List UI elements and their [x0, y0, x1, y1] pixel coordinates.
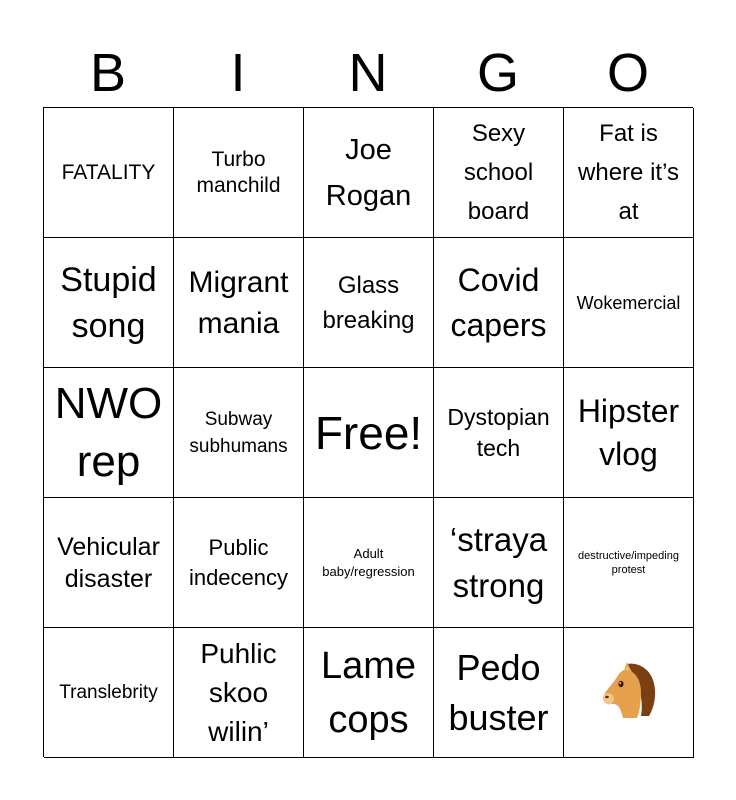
bingo-cell[interactable] — [44, 498, 174, 628]
cell-text: Fat is where it’s at — [578, 120, 679, 225]
bingo-header — [43, 40, 693, 106]
cell-text: Sexy school board — [463, 120, 534, 225]
cell-text: Hipster vlog — [577, 392, 680, 472]
cell-text: Puhlic skoo wilin’ — [200, 638, 277, 747]
cell-text: Stupid song — [60, 260, 157, 345]
bingo-cell[interactable] — [44, 108, 174, 238]
bingo-cell[interactable] — [174, 368, 304, 498]
cell-text: Pedo buster — [448, 646, 549, 738]
bingo-cell[interactable] — [304, 108, 434, 238]
bingo-cell[interactable] — [174, 628, 304, 758]
bingo-cell[interactable] — [44, 238, 174, 368]
cell-text: Turbo manchild — [196, 147, 281, 197]
bingo-cell[interactable] — [174, 498, 304, 628]
cell-text: Migrant mania — [188, 265, 289, 340]
header-letter-o: O — [606, 43, 649, 103]
cell-text: ‘straya strong — [449, 520, 548, 604]
bingo-cell[interactable] — [174, 108, 304, 238]
cell-text: Subway subhumans — [189, 408, 288, 457]
cell-text: Joe Rogan — [325, 133, 412, 212]
cell-text: FATALITY — [61, 160, 156, 184]
bingo-cell[interactable] — [434, 628, 564, 758]
header-letter-i: I — [230, 43, 246, 103]
cell-text: Adult baby/regression — [322, 545, 415, 579]
cell-text: Public indecency — [188, 534, 289, 590]
cell-text: Wokemercial — [576, 292, 681, 313]
bingo-cell[interactable] — [304, 628, 434, 758]
cell-text: Vehicular disaster — [57, 532, 160, 593]
bingo-cell-free[interactable] — [304, 368, 434, 498]
bingo-cell[interactable] — [564, 238, 694, 368]
bingo-cell[interactable] — [564, 368, 694, 498]
bingo-cell[interactable] — [434, 368, 564, 498]
cell-text: Dystopian tech — [447, 403, 550, 461]
bingo-cell[interactable] — [304, 238, 434, 368]
bingo-cell[interactable] — [434, 498, 564, 628]
cell-text: Lame cops — [320, 644, 417, 741]
bingo-cell[interactable] — [174, 238, 304, 368]
bingo-board — [43, 107, 693, 757]
bingo-cell[interactable] — [564, 108, 694, 238]
free-space-text: Free! — [314, 406, 423, 459]
bingo-cell-icon[interactable] — [564, 628, 694, 758]
horse-face-icon — [597, 658, 661, 727]
header-letter-b: B — [89, 43, 127, 103]
cell-text: destructive/impeding protest — [578, 549, 679, 576]
cell-text: NWO rep — [54, 378, 163, 486]
header-letter-g: G — [476, 43, 519, 103]
bingo-cell[interactable] — [304, 498, 434, 628]
bingo-cell[interactable] — [564, 498, 694, 628]
header-letter-n: N — [348, 43, 388, 103]
bingo-cell[interactable] — [434, 108, 564, 238]
cell-text: Translebrity — [59, 681, 158, 703]
cell-text: Glass breaking — [322, 271, 415, 334]
bingo-cell[interactable] — [44, 628, 174, 758]
bingo-cell[interactable] — [44, 368, 174, 498]
cell-text: Covid capers — [450, 261, 547, 343]
bingo-cell[interactable] — [434, 238, 564, 368]
